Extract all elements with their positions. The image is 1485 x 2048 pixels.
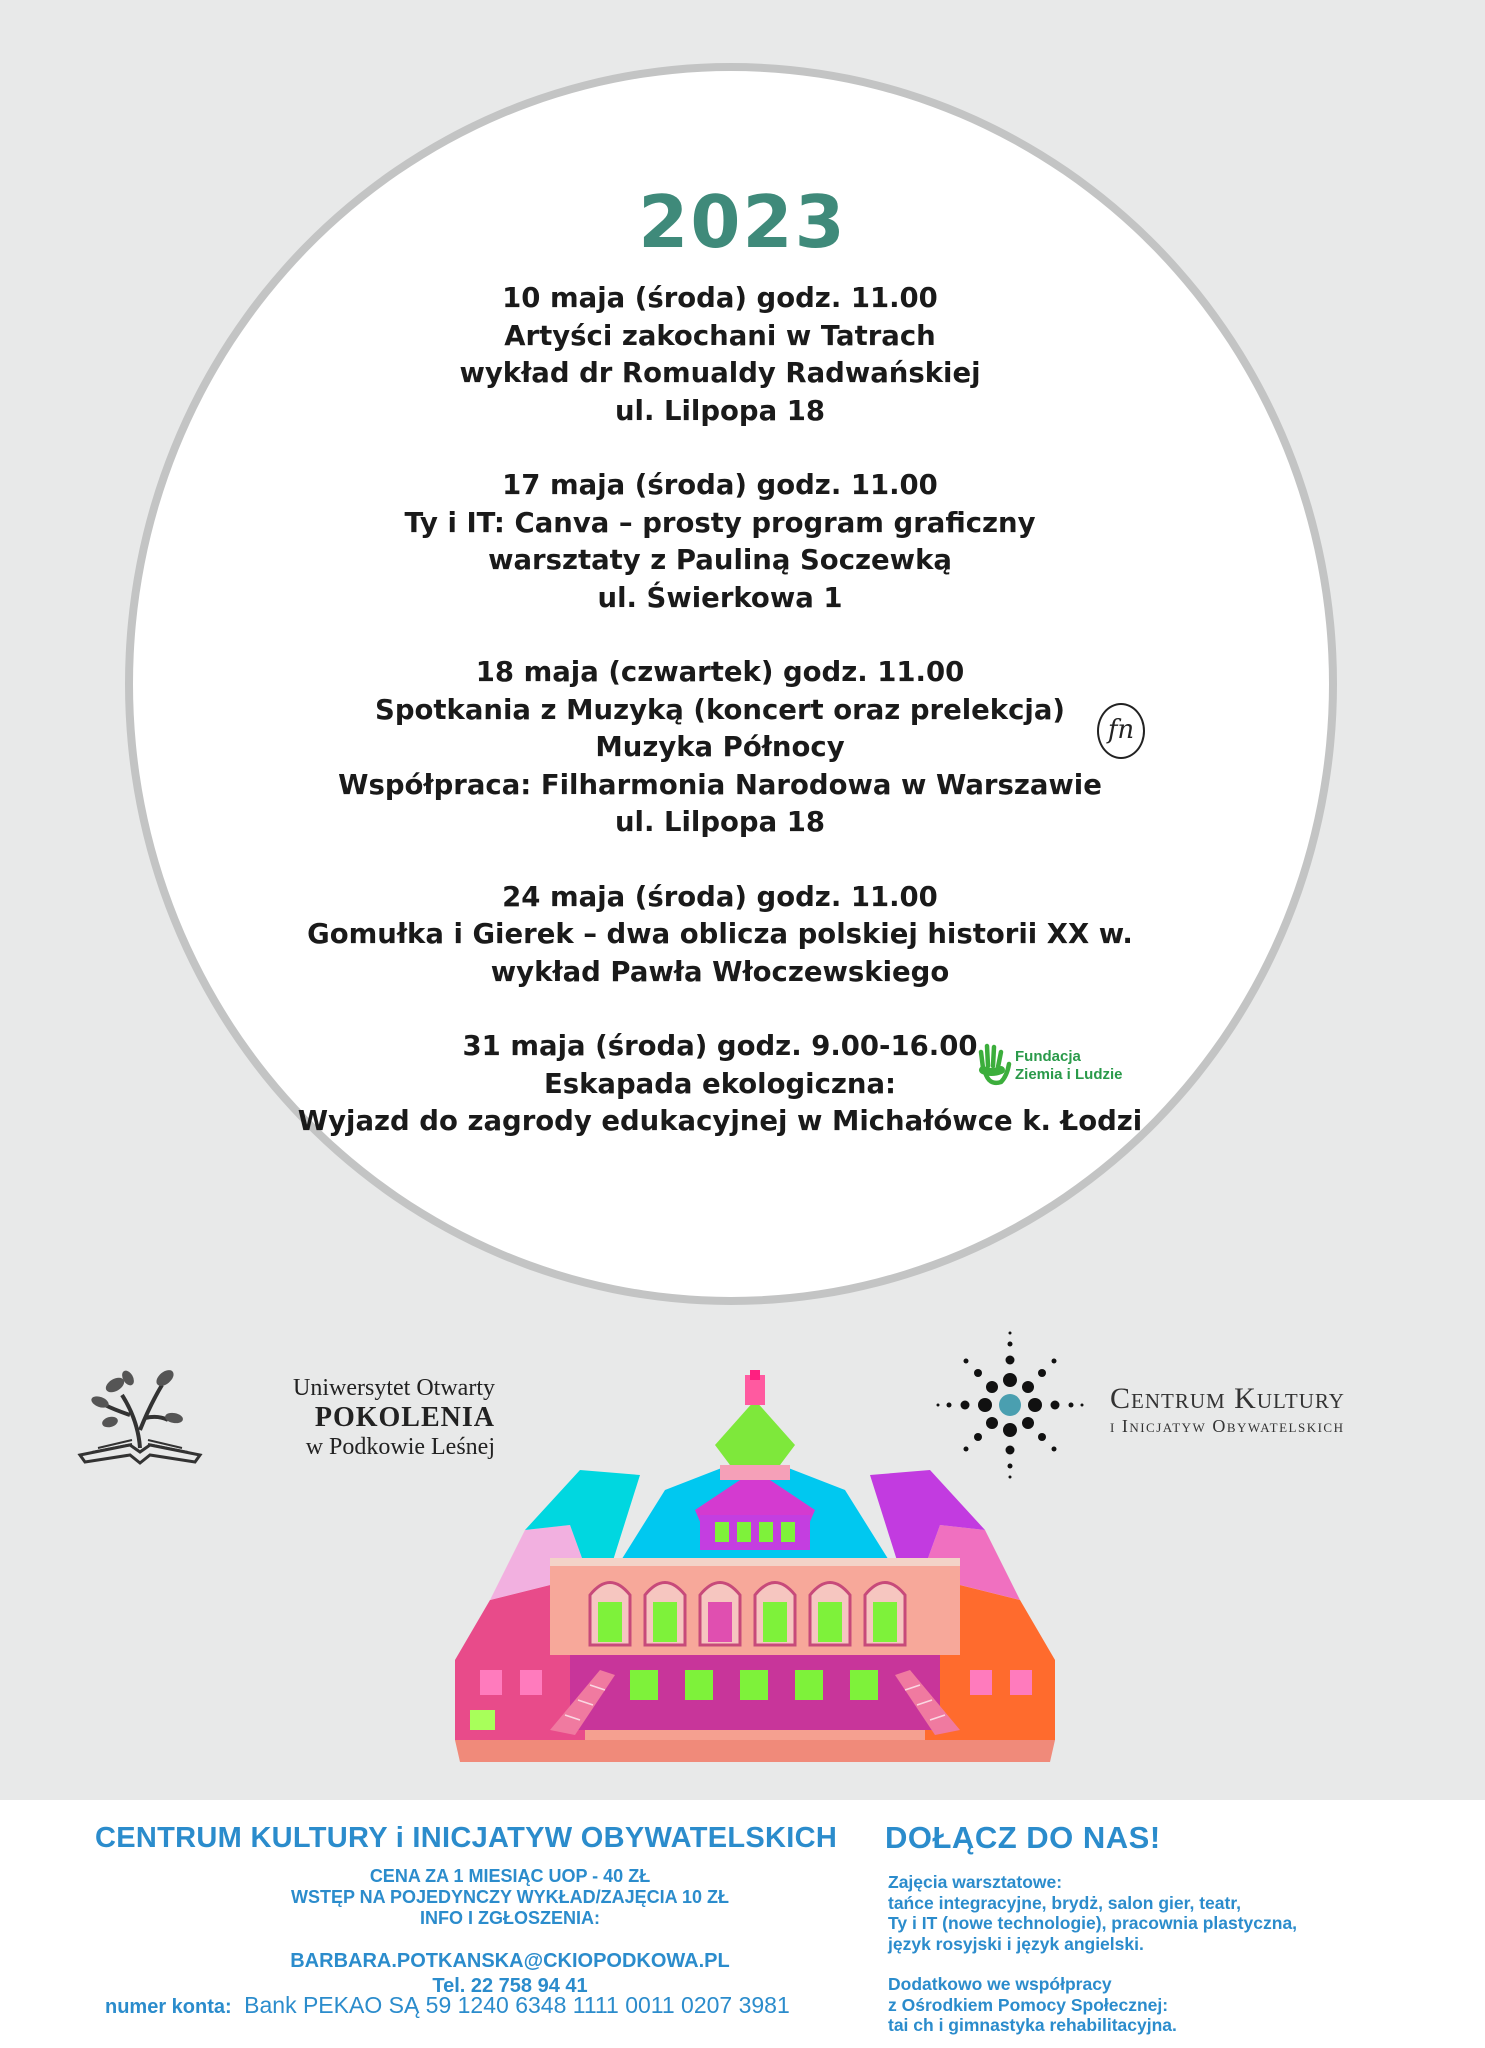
fundacja-line1: Fundacja: [1015, 1048, 1081, 1065]
tree-book-icon: [70, 1360, 210, 1470]
event-date: 24 maja (środa) godz. 11.00: [502, 880, 938, 913]
event-title: Gomułka i Gierek – dwa oblicza polskiej historii XX w.: [307, 918, 1133, 950]
event-item: [250, 654, 1190, 842]
event-address: ul. Lilpopa 18: [614, 806, 826, 838]
uop-logo: [70, 1360, 495, 1480]
fundacja-line2: Ziemia i Ludzie: [1015, 1066, 1123, 1083]
workshops-line: tańce integracyjne, brydż, salon gier, teatr,: [888, 1892, 1242, 1913]
event-detail: wykład dr Romualdy Radwańskiej: [459, 357, 981, 389]
ckio-line1: Centrum Kultury: [1110, 1382, 1345, 1415]
uop-line1: Uniwersytet Otwarty: [293, 1375, 495, 1401]
event-partner: Współpraca: Filharmonia Narodowa w Warszawie: [338, 768, 1102, 801]
fundacja-logo: [977, 1040, 1137, 1090]
phone-number[interactable]: Tel. 22 758 94 41: [432, 1975, 588, 1997]
event-address: ul. Lilpopa 18: [614, 394, 826, 427]
ckio-line2: i Inicjatyw Obywatelskich: [1110, 1416, 1345, 1436]
event-date: 18 maja (czwartek) godz. 11.00: [475, 656, 965, 688]
event-title: Artyści zakochani w Tatrach: [504, 319, 936, 352]
event-title: Eskapada ekologiczna:: [543, 1067, 897, 1100]
footer-title: CENTRUM KULTURY i INICJATYW OBYWATELSKICH: [95, 1822, 838, 1854]
event-title: Spotkania z Muzyką (koncert oraz prelekcja): [375, 693, 1065, 726]
workshops-line: Ty i IT (nowe technologie), pracownia plastyczna,: [888, 1913, 1298, 1933]
event-item: [250, 280, 1190, 430]
event-item: [250, 879, 1190, 992]
event-detail: Muzyka Północy: [595, 731, 845, 763]
price-line: CENA ZA 1 MIESIĄC UOP - 40 ZŁ: [369, 1866, 651, 1886]
green-hand-icon: [977, 1042, 1013, 1088]
event-date: 10 maja (środa) godz. 11.00: [502, 282, 938, 314]
event-item: [250, 467, 1190, 617]
extra-line: tai ch i gimnastyka rehabilitacyjna.: [888, 2015, 1177, 2035]
extra-line: Dodatkowo we współpracy: [888, 1974, 1112, 1994]
account-label: numer konta:: [105, 1996, 232, 2018]
extra-line: z Ośrodkiem Pomocy Społecznej:: [888, 1994, 1169, 2015]
year-heading: 2023: [638, 180, 847, 264]
footer-info: [200, 1866, 820, 1999]
workshops-line: język rosyjski i język angielski.: [888, 1933, 1144, 1954]
price-line: WSTĘP NA POJEDYNCZY WYKŁAD/ZAJĘCIA 10 ZŁ: [290, 1887, 730, 1907]
event-date: 17 maja (środa) godz. 11.00: [502, 469, 938, 501]
event-title: Ty i IT: Canva – prosty program graficzny: [404, 506, 1036, 539]
email-link[interactable]: BARBARA.POTKANSKA@CKIOPODKOWA.PL: [290, 1950, 730, 1972]
event-address: ul. Świerkowa 1: [597, 581, 843, 614]
uop-line2: POKOLENIA: [314, 1402, 495, 1433]
workshops-line: Zajęcia warsztatowe:: [888, 1872, 1063, 1892]
colorful-building-illustration: [450, 1370, 1060, 1762]
event-date: 31 maja (środa) godz. 9.00-16.00: [462, 1030, 978, 1062]
account-number: Bank PEKAO SĄ 59 1240 6348 1111 0011 0207 3981: [244, 1992, 790, 2018]
event-detail: Wyjazd do zagrody edukacyjnej w Michałówce k. Łodzi: [297, 1105, 1143, 1137]
footer: [0, 1800, 1485, 2048]
info-label: INFO I ZGŁOSZENIA:: [420, 1908, 600, 1928]
uop-line3: w Podkowie Leśnej: [305, 1434, 495, 1460]
workshops-info: [888, 1872, 1297, 2036]
event-detail: warsztaty z Pauliną Soczewką: [488, 544, 952, 576]
event-detail: wykład Pawła Włoczewskiego: [490, 955, 950, 988]
bank-account: [105, 1992, 790, 2019]
filharmonia-logo: fn: [1097, 703, 1145, 759]
footer-join: DOŁĄCZ DO NAS!: [885, 1820, 1161, 1855]
